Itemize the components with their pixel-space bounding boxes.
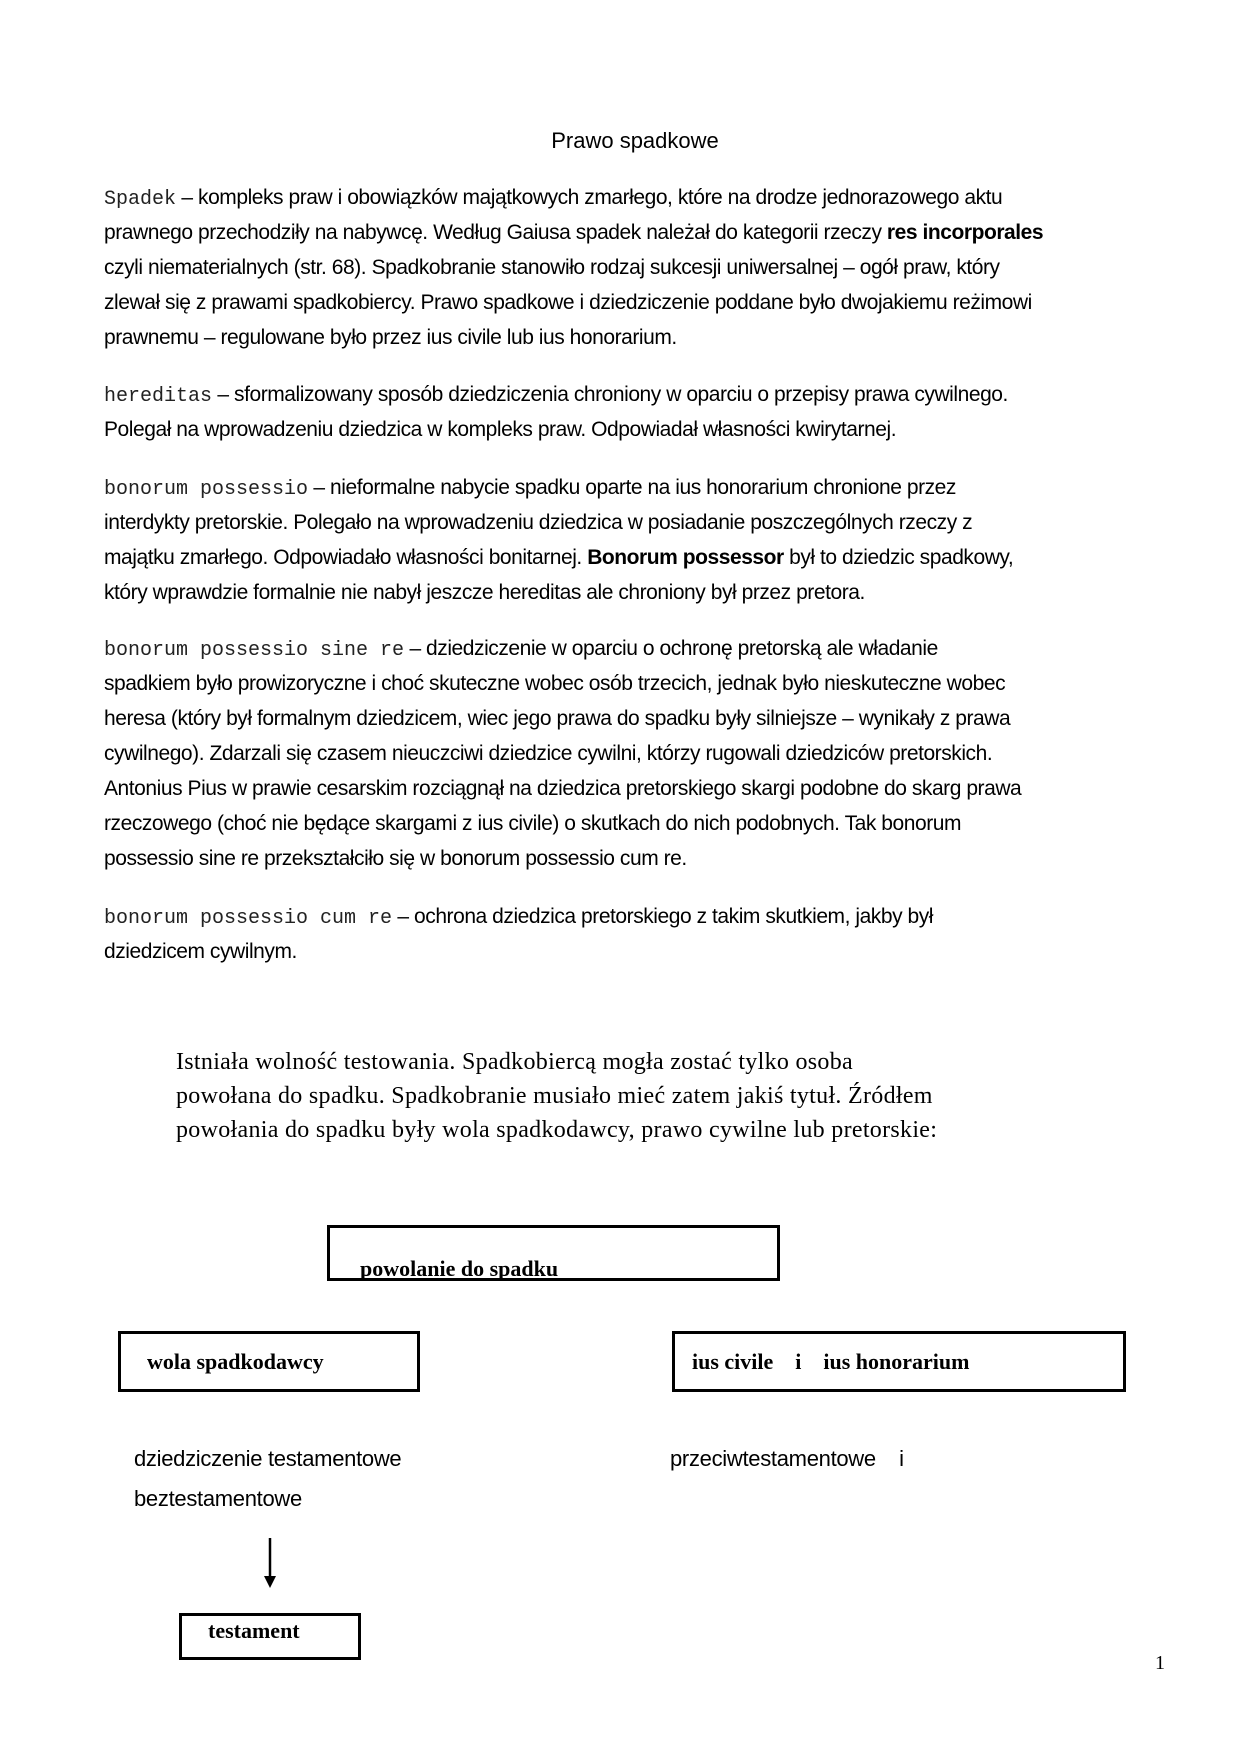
text-line: rzeczowego (choć nie będące skargami z ius civile) o skutkach do nich podobnych. Tak bonorum bbox=[104, 812, 962, 835]
text-line: zlewał się z prawami spadkobiercy. Prawo spadkowe i dziedziczenie poddane było dwojakiemu reżimowi bbox=[104, 291, 1032, 314]
text-line: – dziedziczenie w oparciu o ochronę pretorską ale władanie bbox=[404, 637, 938, 660]
text-line: dziedzicem cywilnym. bbox=[104, 940, 297, 963]
text-line: który wprawdzie formalnie nie nabył jeszcze hereditas ale chroniony był przez pretora. bbox=[104, 581, 865, 604]
text-line: – nieformalne nabycie spadku oparte na ius honorarium chronione przez bbox=[308, 476, 956, 499]
text-line: prawnego przechodziły na nabywcę. Według Gaiusa spadek należał do kategorii rzeczy bbox=[104, 221, 887, 244]
paragraph-hereditas bbox=[104, 377, 1008, 447]
paragraph-cum-re bbox=[104, 899, 933, 969]
paragraph-wolnosc-testowania bbox=[176, 1045, 937, 1147]
text-line: powołana do spadku. Spadkobranie musiało mieć zatem jakiś tytuł. Źródłem bbox=[176, 1083, 933, 1109]
text-beztestamentowe: beztestamentowe bbox=[134, 1486, 302, 1511]
diagram-box-powolanie bbox=[327, 1225, 780, 1281]
diagram-box-testament bbox=[179, 1613, 361, 1660]
text-line: majątku zmarłego. Odpowiadało własności bonitarnej. bbox=[104, 546, 588, 569]
bold-term: res incorporales bbox=[886, 221, 1044, 244]
text-line: cywilnego). Zdarzali się czasem nieuczciwi dziedzice cywilni, którzy rugowali dziedziców pretorskich. bbox=[104, 742, 993, 765]
text-line: Polegał na wprowadzeniu dziedzica w kompleks praw. Odpowiadał własności kwirytarnej. bbox=[104, 418, 897, 441]
page-number: 1 bbox=[1155, 1652, 1165, 1674]
term: bonorum possessio sine re bbox=[104, 639, 405, 662]
box-label: powolanie do spadku bbox=[360, 1256, 559, 1281]
text-line: heresa (który był formalnym dziedzicem, wiec jego prawa do spadku były silniejsze – wynikały z prawa bbox=[104, 707, 1011, 730]
text-line: spadkiem było prowizoryczne i choć skuteczne wobec osób trzecich, jednak było nieskuteczne wobec bbox=[104, 672, 1006, 695]
paragraph-sine-re bbox=[104, 631, 1021, 876]
text-line: był to dziedzic spadkowy, bbox=[783, 546, 1014, 569]
term: bonorum possessio cum re bbox=[104, 907, 393, 930]
box-label: ius civile i ius honorarium bbox=[692, 1349, 970, 1374]
text-line: – ochrona dziedzica pretorskiego z takim skutkiem, jakby był bbox=[392, 905, 934, 928]
paragraph-bonorum-possessio bbox=[104, 470, 1013, 610]
text-line: Istniała wolność testowania. Spadkobiercą mogła zostać tylko osoba bbox=[176, 1049, 853, 1075]
box-label: wola spadkodawcy bbox=[147, 1349, 324, 1374]
text-line: prawnemu – regulowane było przez ius civile lub ius honorarium. bbox=[104, 326, 677, 349]
text-line: possessio sine re przekształciło się w bonorum possessio cum re. bbox=[104, 847, 687, 870]
text-line: powołania do spadku były wola spadkodawcy, prawo cywilne lub pretorskie: bbox=[176, 1117, 938, 1143]
diagram-box-wola bbox=[118, 1331, 420, 1392]
term: Spadek bbox=[104, 188, 177, 211]
text-line: – sformalizowany sposób dziedziczenia chroniony w oparciu o przepisy prawa cywilnego. bbox=[212, 383, 1008, 406]
text-line: Antonius Pius w prawie cesarskim rozciągnął na dziedzica pretorskiego skargi podobne do skarg prawa bbox=[104, 777, 1022, 800]
text-przeciwtestamentowe: przeciwtestamentowe i bbox=[670, 1446, 904, 1471]
text-line: interdykty pretorskie. Polegało na wprowadzeniu dziedzica w posiadanie poszczególnych rzeczy z bbox=[104, 511, 973, 534]
page-title: Prawo spadkowe bbox=[551, 128, 719, 153]
term: bonorum possessio bbox=[104, 478, 309, 501]
arrow-down-icon bbox=[260, 1538, 280, 1590]
bold-term: Bonorum possessor bbox=[587, 546, 784, 569]
box-label: testament bbox=[208, 1618, 300, 1643]
text-dziedziczenie-testamentowe: dziedziczenie testamentowe bbox=[134, 1446, 402, 1471]
paragraph-spadek bbox=[104, 180, 1043, 355]
text-line: – kompleks praw i obowiązków majątkowych zmarłego, które na drodze jednorazowego aktu bbox=[176, 186, 1003, 209]
text-line: czyli niematerialnych (str. 68). Spadkobranie stanowiło rodzaj sukcesji uniwersalnej – ogół praw, który bbox=[104, 256, 1000, 279]
diagram-box-ius bbox=[672, 1331, 1126, 1392]
term: hereditas bbox=[104, 385, 213, 408]
